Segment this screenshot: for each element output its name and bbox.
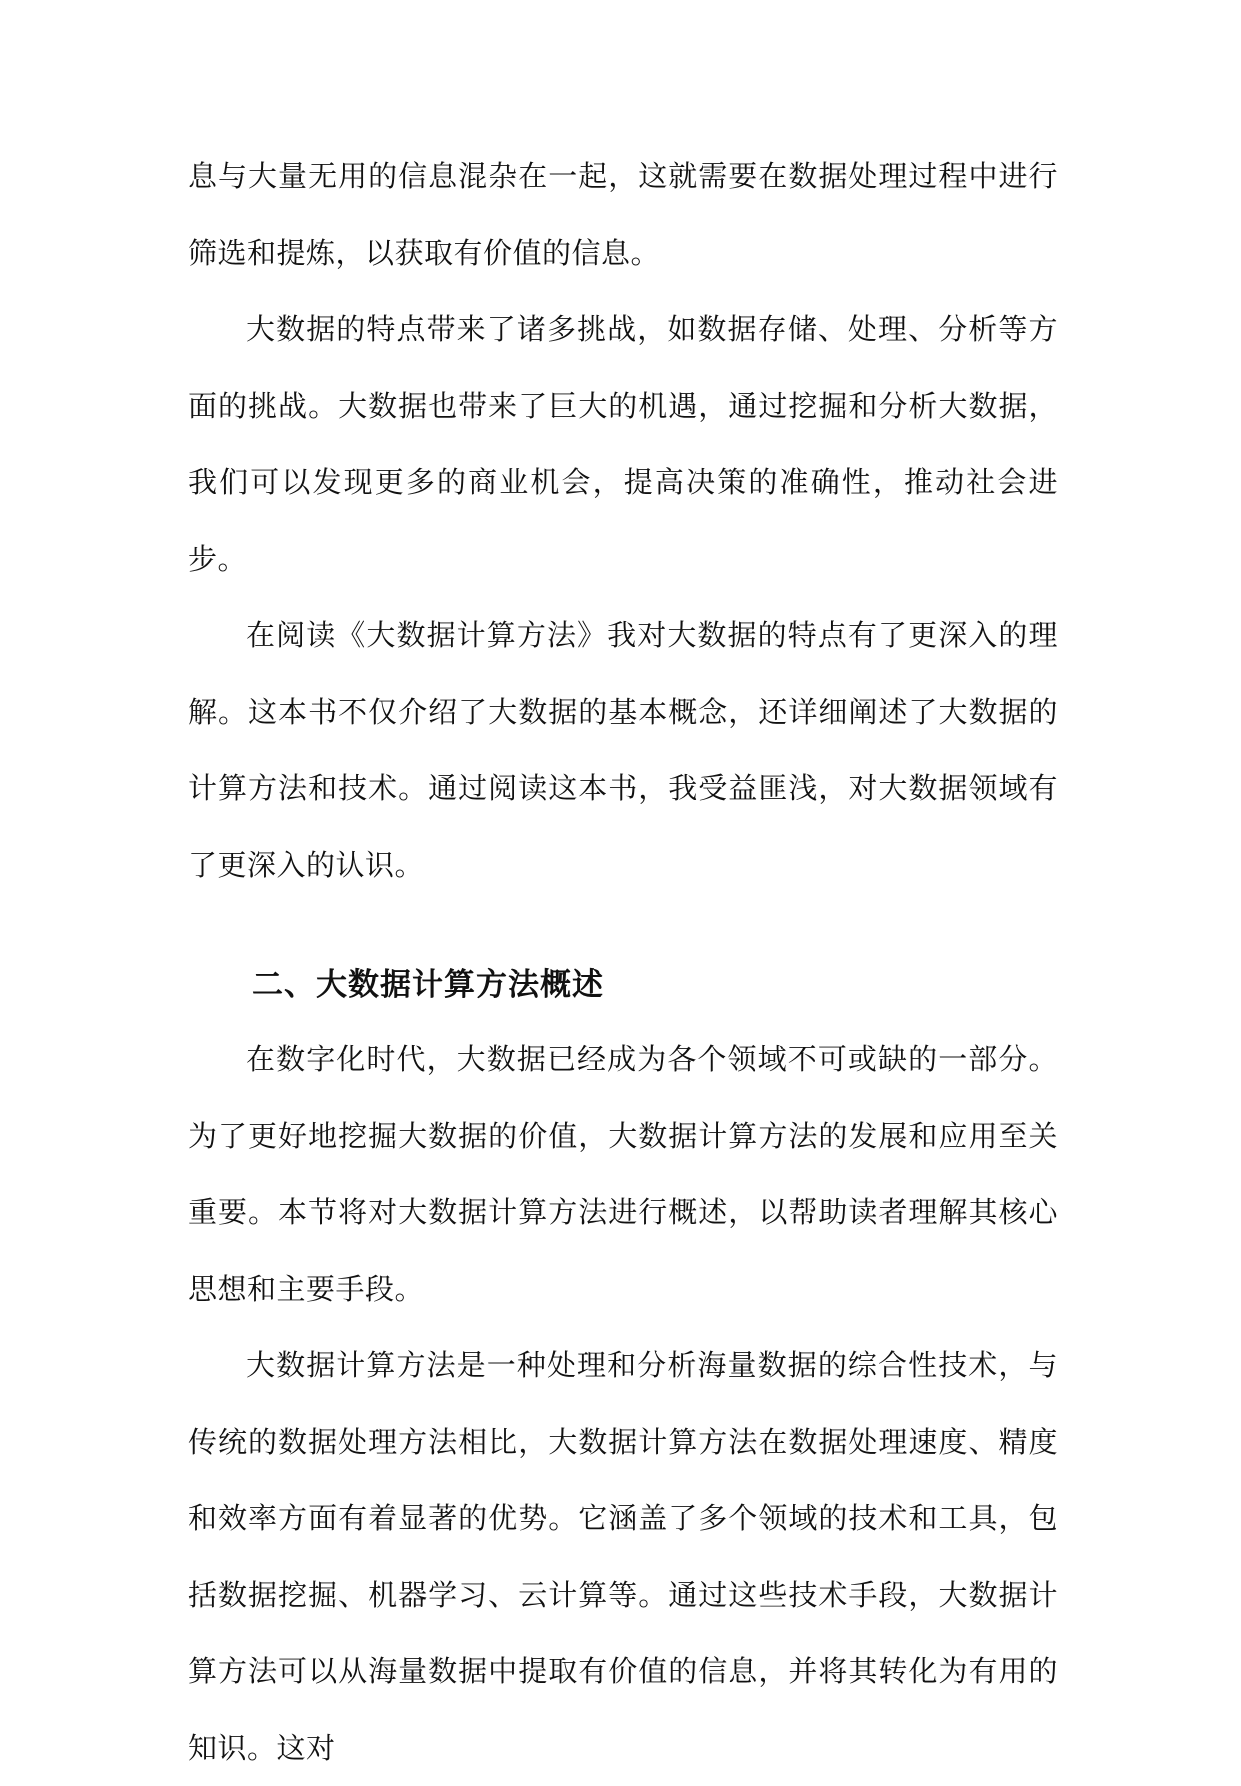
- paragraph-overview-intro: 在数字化时代，大数据已经成为各个领域不可或缺的一部分。为了更好地挖掘大数据的价值，大数据计算方法的发展和应用至关重要。本节将对大数据计算方法进行概述，以帮助读者理解其核心思想和主要手段。: [188, 1042, 1058, 1306]
- section-heading: 二、大数据计算方法概述: [252, 967, 604, 1003]
- paragraph-overview-detail: 大数据计算方法是一种处理和分析海量数据的综合性技术，与传统的数据处理方法相比，大数据计算方法在数据处理速度、精度和效率方面有着显著的优势。它涵盖了多个领域的技术和工具，包括数据挖掘、机器学习、云计算等。通过这些技术手段，大数据计算方法可以从海量数据中提取有价值的信息，并将其转化为有用的知识。这对: [188, 1348, 1058, 1765]
- paragraph-challenges: 大数据的特点带来了诸多挑战，如数据存储、处理、分析等方面的挑战。大数据也带来了巨大的机遇，通过挖掘和分析大数据，我们可以发现更多的商业机会，提高决策的准确性，推动社会进步。: [188, 312, 1058, 576]
- page-content: [188, 138, 1058, 1786]
- continued-paragraph: 息与大量无用的信息混杂在一起，这就需要在数据处理过程中进行筛选和提炼，以获取有价值的信息。: [188, 159, 1058, 270]
- paragraph-reading: 在阅读《大数据计算方法》我对大数据的特点有了更深入的理解。这本书不仅介绍了大数据的基本概念，还详细阐述了大数据的计算方法和技术。通过阅读这本书，我受益匪浅，对大数据领域有了更深入的认识。: [188, 618, 1058, 882]
